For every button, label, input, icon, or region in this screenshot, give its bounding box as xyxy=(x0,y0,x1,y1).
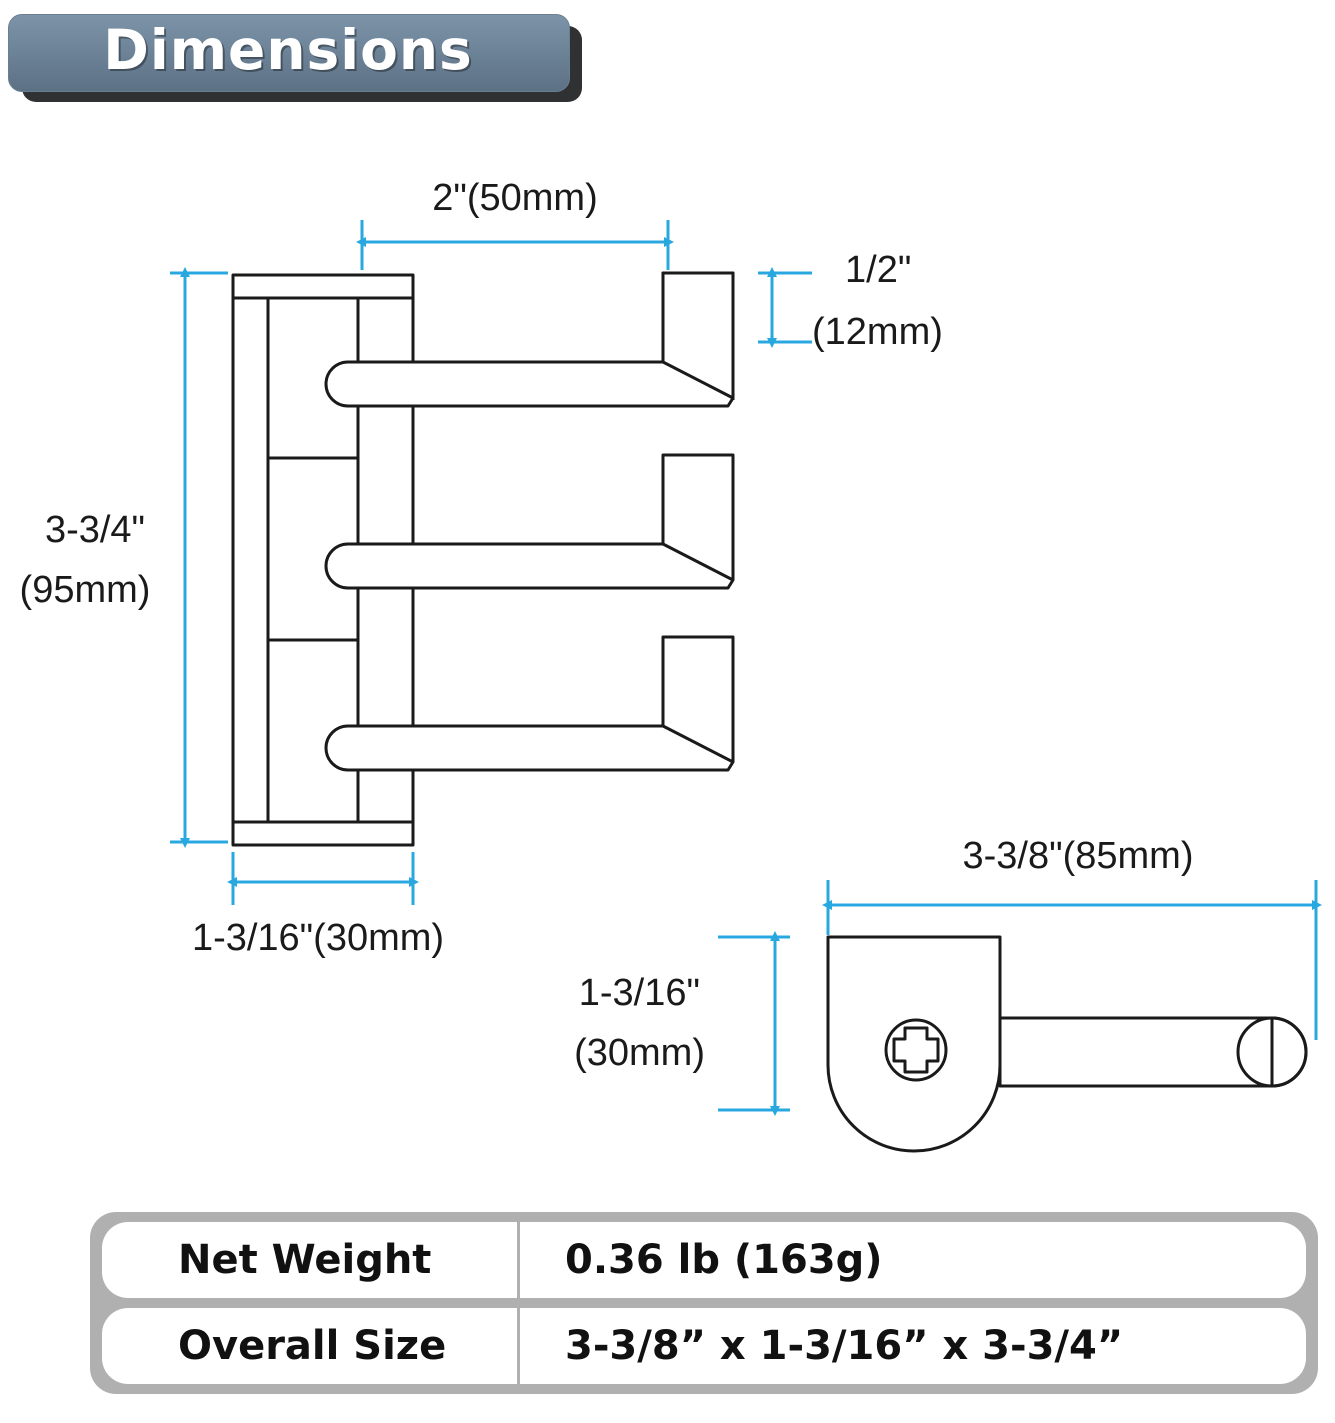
dimensions-title-banner xyxy=(8,14,583,102)
spec-label-overall-size: Overall Size xyxy=(102,1308,517,1384)
dim-label-height-line2: (95mm) xyxy=(19,569,151,611)
dim-label-arm-thickness-line1: 1/2" xyxy=(845,249,912,291)
dim-label-base-width: 1-3/16"(30mm) xyxy=(191,917,445,959)
dimension-drawing xyxy=(0,110,1335,1190)
spec-table xyxy=(90,1212,1318,1394)
spec-value-net-weight: 0.36 lb (163g) xyxy=(520,1222,1306,1298)
table-row xyxy=(102,1222,1306,1298)
spec-label-net-weight: Net Weight xyxy=(102,1222,517,1298)
dim-label-overall-length: 3-3/8"(85mm) xyxy=(962,835,1194,877)
dim-label-height-line1: 3-3/4" xyxy=(44,509,146,551)
page-title: Dimensions xyxy=(103,18,473,82)
dim-label-base-height-line2: (30mm) xyxy=(574,1032,705,1074)
dim-label-arm-thickness-line2: (12mm) xyxy=(812,311,943,353)
spec-value-overall-size: 3-3/8” x 1-3/16” x 3-3/4” xyxy=(520,1308,1306,1384)
table-row xyxy=(102,1308,1306,1384)
dim-label-base-height-line1: 1-3/16" xyxy=(578,972,700,1014)
dim-label-width-top: 2"(50mm) xyxy=(432,177,598,219)
